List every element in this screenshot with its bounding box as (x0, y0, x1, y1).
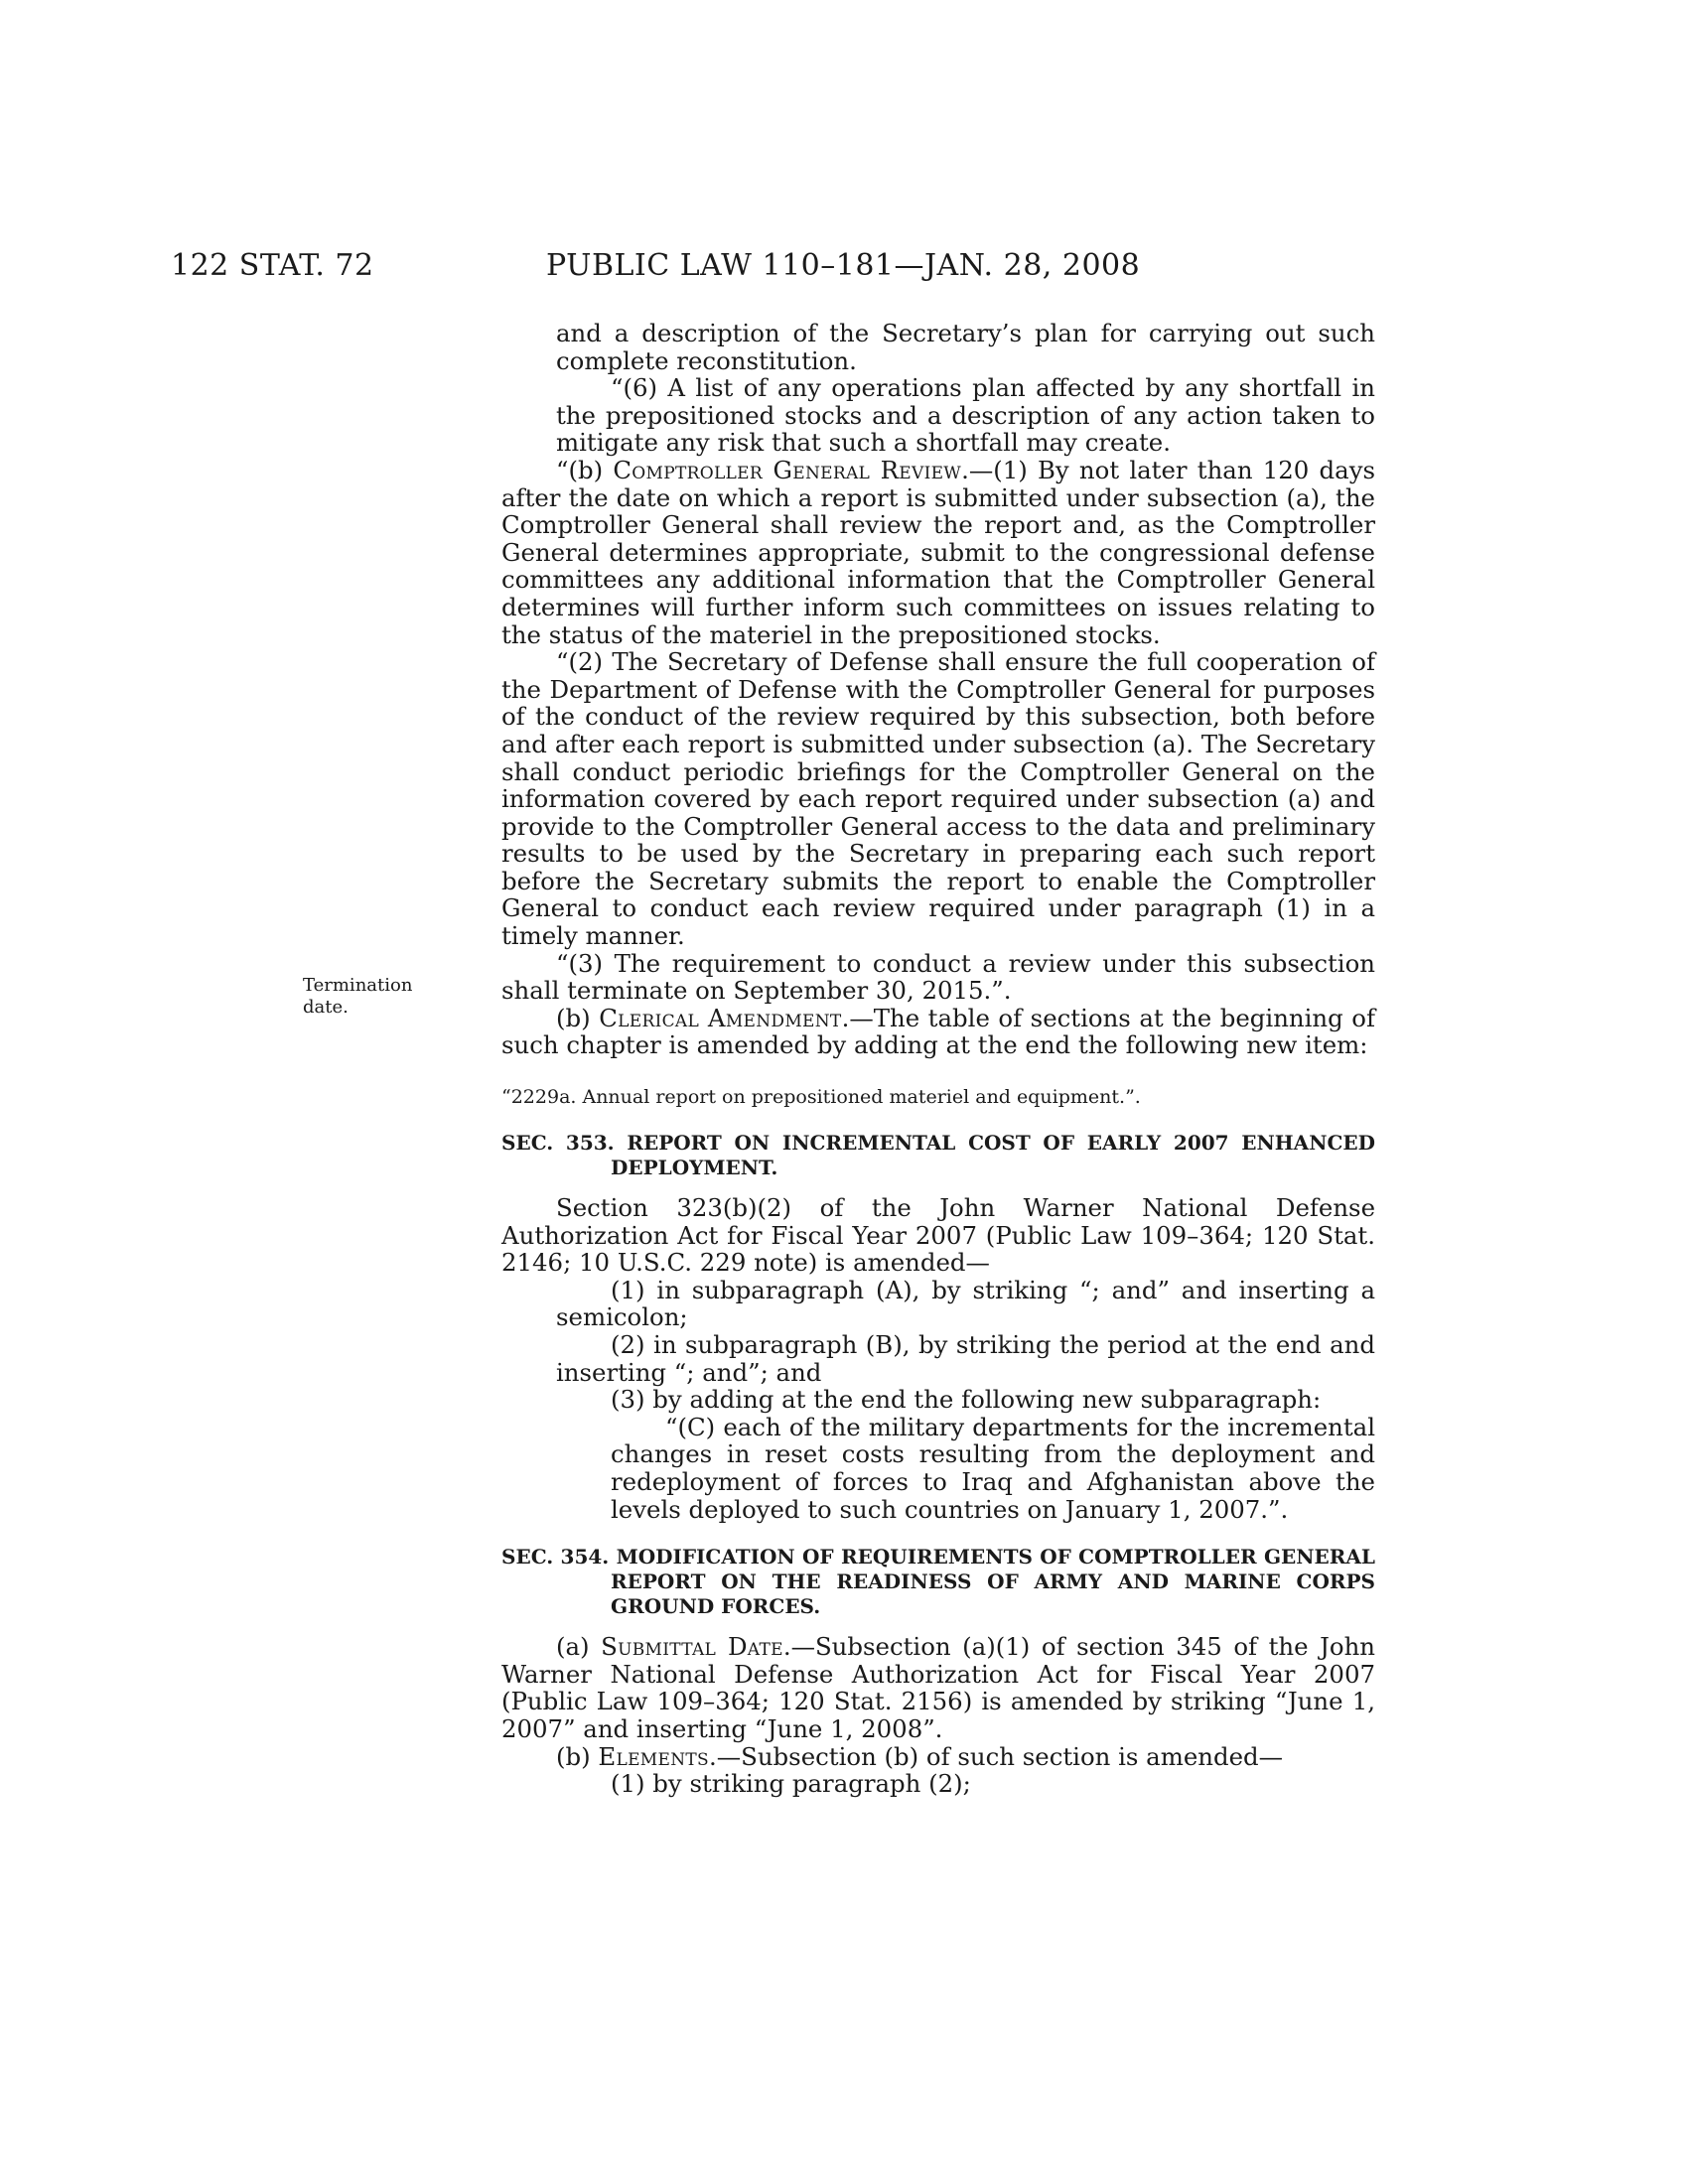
section-354-subsection-b (501, 1743, 1375, 1771)
section-353-heading: SEC. 353. REPORT ON INCREMENTAL COST OF EARLY 2007 ENHANCED DEPLOYMENT. (501, 1131, 1375, 1180)
paragraph-item-3: “(3) The requirement to conduct a review under this subsection shall terminate on September 30, 2015.”. (501, 948, 1375, 1006)
paragraph-item-6: “(6) A list of any operations plan affected by any shortfall in the prepositioned stocks and a description of any action taken to mitigate any risk that such a shortfall may create. (556, 373, 1375, 458)
margin-note-line2: date. (303, 997, 349, 1018)
section-353-text: Section 323(b)(2) of the John Warner National Defense Authorization Act for Fiscal Year 2007 (Public Law 109–364; 120 Stat. 2146; 10 U.S.C. 229 note) is amended— (501, 1193, 1375, 1278)
toc-item: “2229a. Annual report on prepositioned materiel and equipment.”. (501, 1086, 1141, 1109)
paragraph-subsection-b (501, 457, 1375, 648)
clerical-label: (b) (556, 1003, 600, 1032)
clerical-text: .—The table of sections at the beginning of such chapter is amended by adding at the end the following new item: (501, 1003, 1375, 1060)
section-353-item-3: (3) by adding at the end the following new subparagraph: (611, 1385, 1322, 1415)
clerical-heading: Clerical Amendment (599, 1003, 842, 1032)
law-title: PUBLIC LAW 110–181—JAN. 28, 2008 (546, 248, 1141, 283)
margin-note-line1: Termination (303, 975, 413, 996)
section-354-heading: SEC. 354. MODIFICATION OF REQUIREMENTS OF COMPTROLLER GENERAL REPORT ON THE READINESS OF ARMY AND MARINE CORPS GROUND FORCES. (501, 1545, 1375, 1619)
subsection-label: “(b) (556, 455, 614, 484)
section-353-item-2: (2) in subparagraph (B), by striking the period at the end and inserting “; and”; and (556, 1330, 1375, 1387)
margin-note (303, 975, 432, 1019)
paragraph-item-2: “(2) The Secretary of Defense shall ensure the full cooperation of the Department of Defense with the Comptroller General for purposes of the conduct of the review required by this subsection, both before and after each report is submitted under subsection (a). The Secretary shall conduct periodic briefings for the Comptroller General on the information covered by each report required under subsection (a) and provide to the Comptroller General access to the data and preliminary results to be used by the Secretary in preparing each such report before the Secretary submits the report to enable the Comptroller General to conduct each review required under paragraph (1) in a timely manner. (501, 647, 1375, 951)
paragraph-continuation: and a description of the Secretary’s plan for carrying out such complete reconstitution. (556, 319, 1375, 375)
section-353-subparagraph-c: “(C) each of the military departments for the incremental changes in reset costs resulting from the deployment and redeployment of forces to Iraq and Afghanistan above the levels deployed to such countries on January 1, 2007.”. (611, 1412, 1375, 1524)
subsection-heading: Comptroller General Review (613, 455, 962, 484)
submittal-label: (a) (556, 1632, 602, 1662)
section-354-subsection-a (501, 1633, 1375, 1742)
document-body (501, 320, 1375, 1798)
subsection-text: .—(1) By not later than 120 days after the date on which a report is submitted under subsection (a), the Comptroller General shall review the report and, as the Comptroller General determines appropriate, submit to the congressional defense committees any additional information that the Comptroller General determines will further inform such committees on issues relating to the status of the materiel in the prepositioned stocks. (501, 455, 1375, 649)
paragraph-clerical-amendment (501, 1005, 1375, 1059)
elements-heading: Elements (598, 1741, 709, 1771)
section-353-item-1: (1) in subparagraph (A), by striking “; and” and inserting a semicolon; (556, 1275, 1375, 1332)
page-header (0, 248, 1688, 288)
section-354-item-1: (1) by striking paragraph (2); (611, 1769, 971, 1799)
elements-text: .—Subsection (b) of such section is amended— (709, 1741, 1284, 1771)
submittal-text: .—Subsection (a)(1) of section 345 of the John Warner National Defense Authorization Act for Fiscal Year 2007 (Public Law 109–364; 120 Stat. 2156) is amended by striking “June 1, 2007” and inserting “June 1, 2008”. (501, 1632, 1375, 1743)
submittal-heading: Submittal Date (601, 1632, 783, 1662)
elements-label: (b) (556, 1741, 599, 1771)
page-number: 122 STAT. 72 (171, 248, 374, 283)
